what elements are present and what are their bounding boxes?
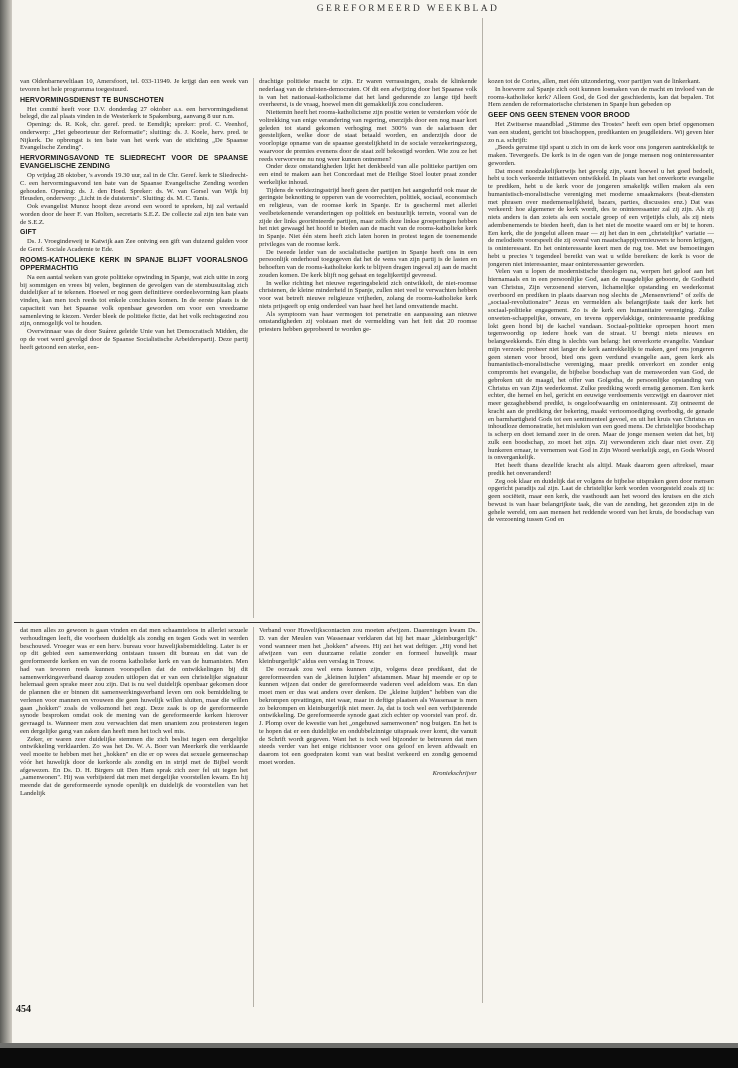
column-2: [259, 78, 477, 620]
paragraph: Opening: ds. R. Kok, chr. geref. pred. te Eemdijk; spreker: prof. C. Veenhof, onderwerp: „Het gebeorteuur der Reformatie"; sluiting: ds. J. Koele, herv. pred. te Nijkerk. De opbrengst is ten bate van het werk van de stichting „De Spaanse Evangelische Zending".: [20, 121, 248, 152]
horizontal-rule: [14, 622, 480, 623]
paragraph: Ds. J. Vroegindeweij te Katwijk aan Zee ontving een gift van duizend gulden voor de Geref. Sociale Academie te Ede.: [20, 238, 248, 253]
paragraph: Dat moest noodzakelijkerwijs het gevolg zijn, want hoewel u het goed bedoelt, hebt u toch verkeerde initiatieven ontwikkeld. In plaats van het onverkorte evangelie te prediken, hebt u de kerk voor de jongeren smakelijk willen maken als een humanistisch-moralistische vereniging met moderne smaakmakers (beat-diensten met phrasen over medemenselijkheid, bazars, parties, discussies enz.) Dat was verkeerd: hoe algemener de kerk wordt, des te oninteressanter zal zij zijn. Als zij niets anders is dan zoiets als een sociale groep of een vrijetijds club, als zij niets adembenemends te bieden heeft, dan is het niet de moeite waard om er bij te horen. Een kerk, die de jongelui alleen maar — zij het dan in een „christelijke" variatie — de melodieën voorspeelt die zij overal van maatschappijvernieuwers te horen krijgen, is oninteressant. En het oninteressante keert men de rug toe. Met uw bemoeiingen hebt u precies 't tegendeel bereikt van wat u wilde bereiken: de kerk is voor de jongeren niet interessanter, maar oninteressanter geworden.: [488, 167, 714, 268]
section-heading-sliedrecht: HERVORMINGSAVOND TE SLIEDRECHT VOOR DE SPAANSE EVANGELISCHE ZENDING: [20, 155, 248, 170]
paragraph: Ook evangelist Munoz hoopt deze avond een woord te spreken, hij zal vertaald worden door de heer F. van Holten, secretaris S.E.Z. De collecte zal zijn ten bate van de S.E.Z.: [20, 203, 248, 226]
paragraph: Het heeft thans dezelfde kracht als altijd. Maak daarom geen aftreksel, maar predik het onveranderd!: [488, 462, 714, 477]
section-heading-spanje: ROOMS-KATHOLIEKE KERK IN SPANJE BLIJFT VOORALSNOG OPPERMACHTIG: [20, 256, 248, 272]
section-heading-gift: GIFT: [20, 229, 37, 237]
paragraph: Het comité heeft voor D.V. donderdag 27 oktober a.s. een hervormingsdienst belegd, die zal plaats vinden in de Westerkerk te Spakenburg, aanvang 8 uur n.m.: [20, 105, 248, 121]
paragraph: drachtige politieke macht te zijn. Er waren verrassingen, zoals de klinkende nederlaag van de christen-democraten. Of dit een afwijzing door het Spaanse volk is van het nationaal-katholicisme dat het land gedurende zo lange tijd heeft overheerst, is de vraag, hoewel men dit gemakkelijk zou concluderen.: [259, 78, 477, 109]
section-heading-brood: GEEF ONS GEEN STENEN VOOR BROOD: [488, 112, 630, 119]
paragraph: De tweede leider van de socialistische partijen in Spanje heeft ons in een persoonlijk onderhoud toegegeven dat het de wens van zijn partij is de lasten en behoeften van de rooms-katholieke kerk te blijven dragen ingeval zij aan de macht zouden komen. De kerk blijft nog gehaat en tegelijkertijd gevreesd.: [259, 248, 477, 279]
paragraph: Na een aantal weken van grote politieke opwinding in Spanje, wat zich uitte in zorg bij sommigen en vrees bij velen, beginnen de gevolgen van de stembusuitslag zich duidelijker af te tekenen. Hoewel er nog geen definitieve oordeelsvorming kan plaats vinden, kan men toch reeds tot enkele conclusies komen. In de eerste plaats is de capaciteit van het Spaanse volk openbaar geworden om voor een vreedzame samenleving te kiezen. Verder bleek de politieke fictie, dat het volk rechtsgezind zou zijn, onmogelijk vol te houden.: [20, 273, 248, 328]
paragraph: Het Zwitserse maandblad „Stimme des Trostes" heeft een open brief opgenomen van een student, gericht tot bisschoppen, predikanten en jeugdleiders. Wij geven hier zo n.a. schrijft:: [488, 121, 714, 144]
paragraph: van Oldenbarneveltlaan 10, Amersfoort, tel. 033-11949. Je krijgt dan een week van tevoren het hele programma toegestuurd.: [20, 78, 248, 93]
column-divider: [482, 18, 483, 1003]
paragraph: Als symptoom van haar vermogen tot penetratie en aanpassing aan nieuwe omstandigheden zij volstaan met de vermelding van het feit dat 20 roomse priesters hebben geprobeerd te worden ge-: [259, 310, 477, 333]
paragraph: Tijdens de verkiezingsstrijd heeft geen der partijen het aangedurfd ook maar de geringste beknotting te opperen van de voorrechten, politiek, sociaal, economisch en religieus, van de roomse kerk in Spanje. Er is gescherml met allerlei veelbetekenende veranderingen op politiek en bestuurlijk terrein, vooral van de zijde der links georiënteerde partijen, maar zelfs deze linkse groeperingen hebben het niet gewaagd het hoofd te bieden aan de macht van de rooms-katholieke kerk in Spanje. Niet één stem heeft zich laten horen in protest tegen de toenemende privileges van de roomse kerk.: [259, 186, 477, 248]
paragraph: Op vrijdag 28 oktober, 's avonds 19.30 uur, zal in de Chr. Geref. kerk te Sliedrecht-C. een hervormingsavond ten bate van de Spaanse Evangelische Zending worden gehouden. Opening: ds. J. den Hoed. Spreker: ds. W. van Gorsel van Wijk bij Heusden, onderwerp: „Licht in de duisternis". Sluiting: ds. M. C. Tanis.: [20, 172, 248, 203]
column-3: [488, 78, 714, 1013]
paragraph: De oorzaak zou wel eens kunnen zijn, volgens deze predikant, dat de gereformeerden van de „kleinen luijden" afstammen. Maar hij meende er op te kunnen wijzen dat onder de gereformeerde vaderen veel adeldom was. En dan moet men er dus wat anders over denken. De „kleine luijden" hebben van die bekrompen opvattingen, niet waar, maar in deftige plaatsen als Wassenaar is men zo bekrompen en kleinburgerlijk niet meer. Ja, dat is toch wel een verbijsterende ontwikkeling. De gereformeerde synode gaat zich echter op voorstel van prof. dr. J. Plomp over de kwestie van het „ongehuwd samenwonen" nog buigen. En het is te hopen dat er een duidelijke en ondubbelzinnige uitspraak over komt, die vanuit de Schrift wordt gegeven. Want het is toch wel bijzonder te betreuren dat men steeds verder van het enige richtsnoer voor ons geloof en leven afdwaalt en daarom tot een goedpraten komt van wat beslist verkeerd en zondig genoemd moet worden.: [259, 665, 477, 766]
section-heading-bunschoten: HERVORMINGSDIENST TE BUNSCHOTEN: [20, 96, 164, 104]
paragraph: In welke richting het nieuwe regeringsbeleid zich ontwikkelt, de niet-roomse christenen, de kleine minderheid in Spanje, zullen niet veel te verwachten hebben voor wat betreft nieuwe religieuze vrijheden, zolang de rooms-katholieke kerk niets prijsgeeft op enig onderdeel van haar heel het land omvattende macht.: [259, 279, 477, 310]
column-divider: [253, 78, 254, 618]
paragraph: Velen van u lopen de modernistische theologen na, werpen het geloof aan het hiernamaals en in een persoonlijke God, aan de maagdelijke geboorte, de Godheid van Christus, Zijn verzoenend sterven, lichamelijke opstanding en wederkomst overboord en prediken in plaats daarvan nog slechts de „Mensenvriend" of zelfs de „sociaal-revolutionaire" Jezus en vermelden als belangrijkste taak der kerk het sociaal-politieke engagement. Zo is de kerk een humanitaire vereniging. Zulke onweten-schappelijke, onware, en tevens oppervlakkige, oninteressante prediking lokt geen hond bij de kachel vandaan. Sociaal-politieke oproepen hoort men tegenwoordig op iedere hoek van de straat. U brengt niets nieuws en belangwekkends. Eén ding is slechts van belang: het onverkorte evangelie. Vandaar mijn verzoek: probeer niet langer de kerk aantrekkelijk te maken, geef ons jongeren geen stenen voor brood, bied ons geen verdund evangelie aan, geen kerk als humanistisch-moralistische vereniging, maar predik onverkort en zonder enig compromis het evangelie, de bijbelse boodschap van de mensworden van God, de gebroken uit de maagd, het offer van Golgotha, de persoonlijke opstanding van Christus en van Zijn wederkomst. Zulke prediking wordt ernstig genomen. Een kerk echter, die hemel en hel, gericht en eeuwige verdoemenis verzwijgt en daarover niet meer gezaghebbend predikt, is ongeloofwaardig en oninteressant. Zij ontneemt de kracht aan de prediking der bekering, maakt vertoomoediging overbodig, de genade en barmhartigheid Gods tot een sentimenteel gevoel, en uit het kruis van Christus en inhoudloze demonstratie, het misluken van een goed mens. De christelijke boodschap is scherp en doet iemand zeer in de oren. Maar de jonge mensen weten dat het, bij zulk een boodschap, zo moet het zijn. Zij verwonderen zich daar niet over. Zij hunkeren ernaar, te vernemen wat God in Zijn Woord werkelijk zegt, en Gods Woord is onvergankelijk.: [488, 268, 714, 462]
page-number: 454: [16, 1004, 31, 1015]
column-1: [20, 78, 248, 620]
page-binding-shadow: [0, 0, 12, 1068]
paragraph: Verband voor Huwelijkscontacten zou moeten afwijzen. Daarentegen kwam Ds. D. van der Meulen van Wassenaar verklaren dat hij het maar „kleinburgerlijk" vond wanneer men het „hokken" afwees. Hij zei het wat deftiger. „Hij vond het afwijzen van een duurzame relatie zonder en formeel huwelijk maar kleinburgerlijk" aldus een verslag in Trouw.: [259, 627, 477, 665]
paragraph: dat men alles zo gewoon is gaan vinden en dat men schaamteloos in allerlei sexuele verhoudingen leeft, die voorheen duidelijk als zondig en tegen Gods wet in werden beschouwd. Vroeger was er een herv. bureau voor huwelijksbemiddeling. Later is er op dit gebied een samenwerking ontstaan tussen dit bureau en dat van de gereformeerde kerken en van de rooms katholieke kerk en van de humanisten. Men had van tevoren reeds kunnen voorspellen dat de ontwikkelingen bij dit samenwerkingsverband daarop zouden uitlopen dat er van een christelijke signatuur helemaal geen sprake meer zou zijn. Dat is nu wel duidelijk openbaar gekomen door de plannen die er binnen dit samenwerkingsverband leven om ook bemiddeling te verlenen voor mannen en vrouwen die geen huwelijk willen sluiten, maar die willen gaan „hokken" zoals de volksmond het zegt. Deze zaak is op de gereformeerde synode besproken omdat ook de mening van de gereformeerde kerken hierover gevraagd is. Wanneer men zou verwachten dat men unaniem zou protesteren tegen een dergelijke gang van zaken dan heeft men het toch wel mis.: [20, 627, 248, 735]
scan-edge-highlight: [0, 1043, 738, 1048]
paragraph: kozen tot de Cortes, allen, met één uitzondering, voor partijen van de linkerkant.: [488, 78, 701, 85]
paragraph: Niettemin heeft het rooms-katholicisme zijn positie weten te versterken vóór de voltrekking van enige verandering van regering, enerzijds door een nog maar kort geleden tot stand gekomen verhoging met 300% van de salarissen der geestelijken, welke door de staat betaald worden, en anderzijds door de voorlopige opname van de spaanse geestelijkheid in de sociale verzekeringszorg, waarvoor de premies evenens door de staat zelf bekostigd worden. Wie zou ze het reeds verworvene nu nog weer kunnen ontnemen?: [259, 109, 477, 163]
paragraph: Zeg ook klaar en duidelijk dat er volgens de bijbelse uitspraken geen door mensen opgericht paradijs zal zijn. Laat de christelijke kerk worden voorgesteld zoals zij is: geen sociëteit, maar een kerk, die vasthoudt aan het woord des kruises en die zich bewust is van haar belangrijkste taak, die van de zending, het gezonden zijn in de gehele wereld, om aan mensen het reddende woord van het kruis, de boodschap van de verzoening tussen God en: [488, 477, 714, 524]
column-divider: [253, 627, 254, 1007]
paragraph: In hoeverre zal Spanje zich ooit kunnen losmaken van de macht en invloed van de rooms-katholieke kerk? Alleen God, de God der geschiedenis, kan dat bepalen. Tot Hem zenden de reformatorische christenen in Spanje hun gebeden op: [488, 85, 714, 109]
paragraph: Zeker, er waren zeer duidelijke stemmen die zich beslist tegen een dergelijke ontwikkeling verklaarden. Zo was het Ds. W. A. Boer van Meerkerk die verklaarde veel moeite te hebben met het „hokken" en die er op wees dat sexuele gemeenschap vóór het huwelijk door de kerkorde als zondig en in strijd met de Bijbel wordt afgewezen. En Ds. D. H. Birgers uit Den Ham sprak zich zeer fel uit tegen het „samenwonen". Hij was verbijsterd dat men met dergelijke voorstellen kwam. En hij meende dat de gereformeerde synode openlijk en duidelijk de voorstellen van het Landelijk: [20, 735, 248, 797]
column-4: [20, 627, 248, 1005]
paragraph: „Beeds geruime tijd spant u zich in om de kerk voor ons jongeren aantrekkelijk te maken. Tevergeefs. De kerk is in de ogen van de jonge mensen nog oninteressanter geworden.: [488, 144, 714, 167]
author-signature: Kroniekschrijver: [432, 769, 477, 777]
column-5: [259, 627, 477, 1005]
paragraph: Overwinnaar was de door Suárez geleide Unie van het Democratisch Midden, die op de voet werd gevolgd door de Spaanse Socialistische Arbeiderspartij. Deze partij heeft getoond een sterke, een-: [20, 328, 248, 351]
scan-bottom-edge: [0, 1043, 738, 1068]
paragraph: Onder deze omstandigheden lijkt het denkbeeld van alle politieke partijen om een eind te maken aan het Concordaat met de Heilige Stoel louter praat zonder werkelijke inhoud.: [259, 163, 477, 186]
masthead-title: GEREFORMEERD WEEKBLAD: [316, 4, 500, 14]
